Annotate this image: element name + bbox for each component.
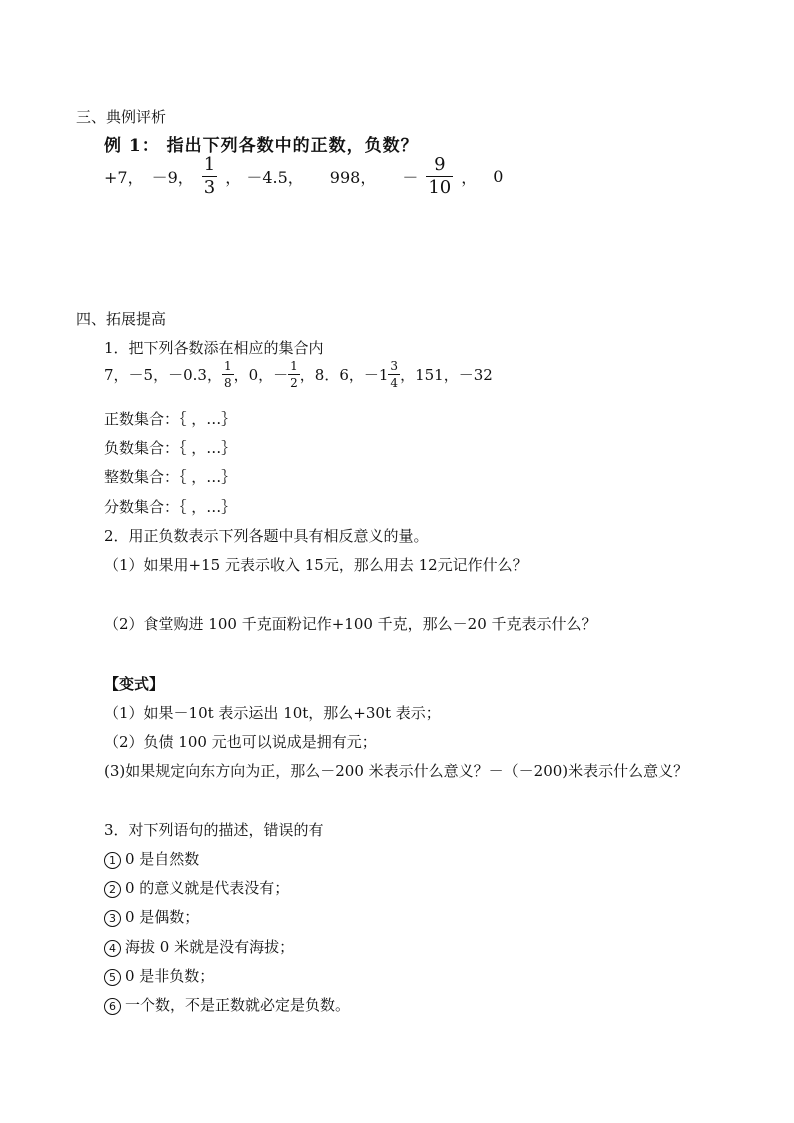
comma: ， [461, 168, 478, 187]
fraction-bar [388, 374, 400, 375]
q1-nums-b: ，0，－ [233, 366, 289, 384]
num-998: 998， [329, 168, 377, 187]
variant-title: 【变式】 [104, 675, 165, 693]
q1-nums-a: 7，－5，－0.3， [104, 366, 222, 384]
fraction-numerator: 1 [223, 359, 232, 373]
q3-item-text: 0 是偶数； [125, 908, 200, 926]
num-minus4-5: ， －4.5， [225, 168, 304, 187]
variant-1: （1）如果－10t 表示运出 10t，那么+30t 表示； [104, 704, 441, 722]
section3-heading: 三、典例评析 [76, 108, 167, 126]
fraction-denominator: 8 [223, 376, 232, 390]
circled-number: 5 [104, 969, 121, 986]
fraction-numerator: 1 [290, 359, 298, 373]
q1-nums-d: ，151，－32 [400, 366, 493, 384]
q2-part1: （1）如果用+15 元表示收入 15元，那么用去 12元记作什么？ [104, 556, 528, 574]
fraction-numerator: 3 [390, 359, 399, 373]
q3-item-text: 0 的意义就是代表没有； [125, 879, 290, 897]
example1-title: 例 1： 指出下列各数中的正数，负数？ [104, 136, 419, 156]
fraction-one-eighth [222, 360, 234, 389]
q1-numbers [104, 360, 493, 389]
fraction-bar [288, 374, 300, 375]
variant-3: (3)如果规定向东方向为正，那么－200 米表示什么意义？－（－200)米表示什么意义？ [104, 762, 689, 780]
fraction-bar [222, 374, 234, 375]
circled-number: 3 [104, 910, 121, 927]
circled-number: 6 [104, 998, 121, 1015]
q3-item-3 [104, 906, 199, 927]
num-plus7: +7， [104, 168, 144, 187]
fraction-numerator: 1 [203, 154, 216, 175]
circled-number: 2 [104, 881, 121, 898]
q3-item-text: 0 是非负数； [125, 967, 215, 985]
fraction-three-quarters [388, 360, 400, 389]
q2-stem: 2．用正负数表示下列各题中具有相反意义的量。 [104, 527, 429, 545]
q3-item-text: 0 是自然数 [125, 850, 200, 868]
q2-part2: （2）食堂购进 100 千克面粉记作+100 千克，那么－20 千克表示什么？ [104, 615, 597, 633]
fraction-one-third [202, 156, 217, 197]
q3-item-1 [104, 848, 199, 869]
circled-number: 4 [104, 940, 121, 957]
q3-item-4 [104, 936, 294, 957]
circled-number: 1 [104, 852, 121, 869]
q1-nums-c: ，8．6，－1 [299, 366, 389, 384]
fraction-one-half [288, 360, 300, 389]
q3-item-text: 海拔 0 米就是没有海拔； [125, 938, 295, 956]
example1-numbers [104, 156, 503, 197]
set-negative: 负数集合：｛ ，…｝ [104, 439, 237, 457]
fraction-nine-tenths [426, 156, 453, 197]
set-positive: 正数集合：｛ ，…｝ [104, 410, 237, 428]
q3-stem: 3．对下列语句的描述，错误的有 [104, 821, 324, 839]
fraction-numerator: 9 [434, 154, 446, 175]
minus-sign: － [402, 168, 419, 187]
num-zero: 0 [493, 167, 504, 186]
variant-2: （2）负债 100 元也可以说成是拥有元； [104, 733, 377, 751]
fraction-denominator: 3 [203, 177, 216, 198]
num-minus9: －9， [151, 168, 194, 187]
section4-heading: 四、拓展提高 [76, 310, 167, 328]
q3-item-2 [104, 877, 289, 898]
q3-item-5 [104, 965, 214, 986]
fraction-denominator: 2 [290, 376, 298, 390]
fraction-denominator: 10 [428, 177, 452, 198]
q1-stem: 1．把下列各数添在相应的集合内 [104, 339, 324, 357]
q3-item-text: 一个数，不是正数就必定是负数。 [125, 996, 351, 1014]
set-fraction: 分数集合：｛ ，…｝ [104, 498, 237, 516]
q3-item-6 [104, 994, 350, 1015]
set-integer: 整数集合：｛ ，…｝ [104, 468, 237, 486]
fraction-denominator: 4 [390, 376, 399, 390]
